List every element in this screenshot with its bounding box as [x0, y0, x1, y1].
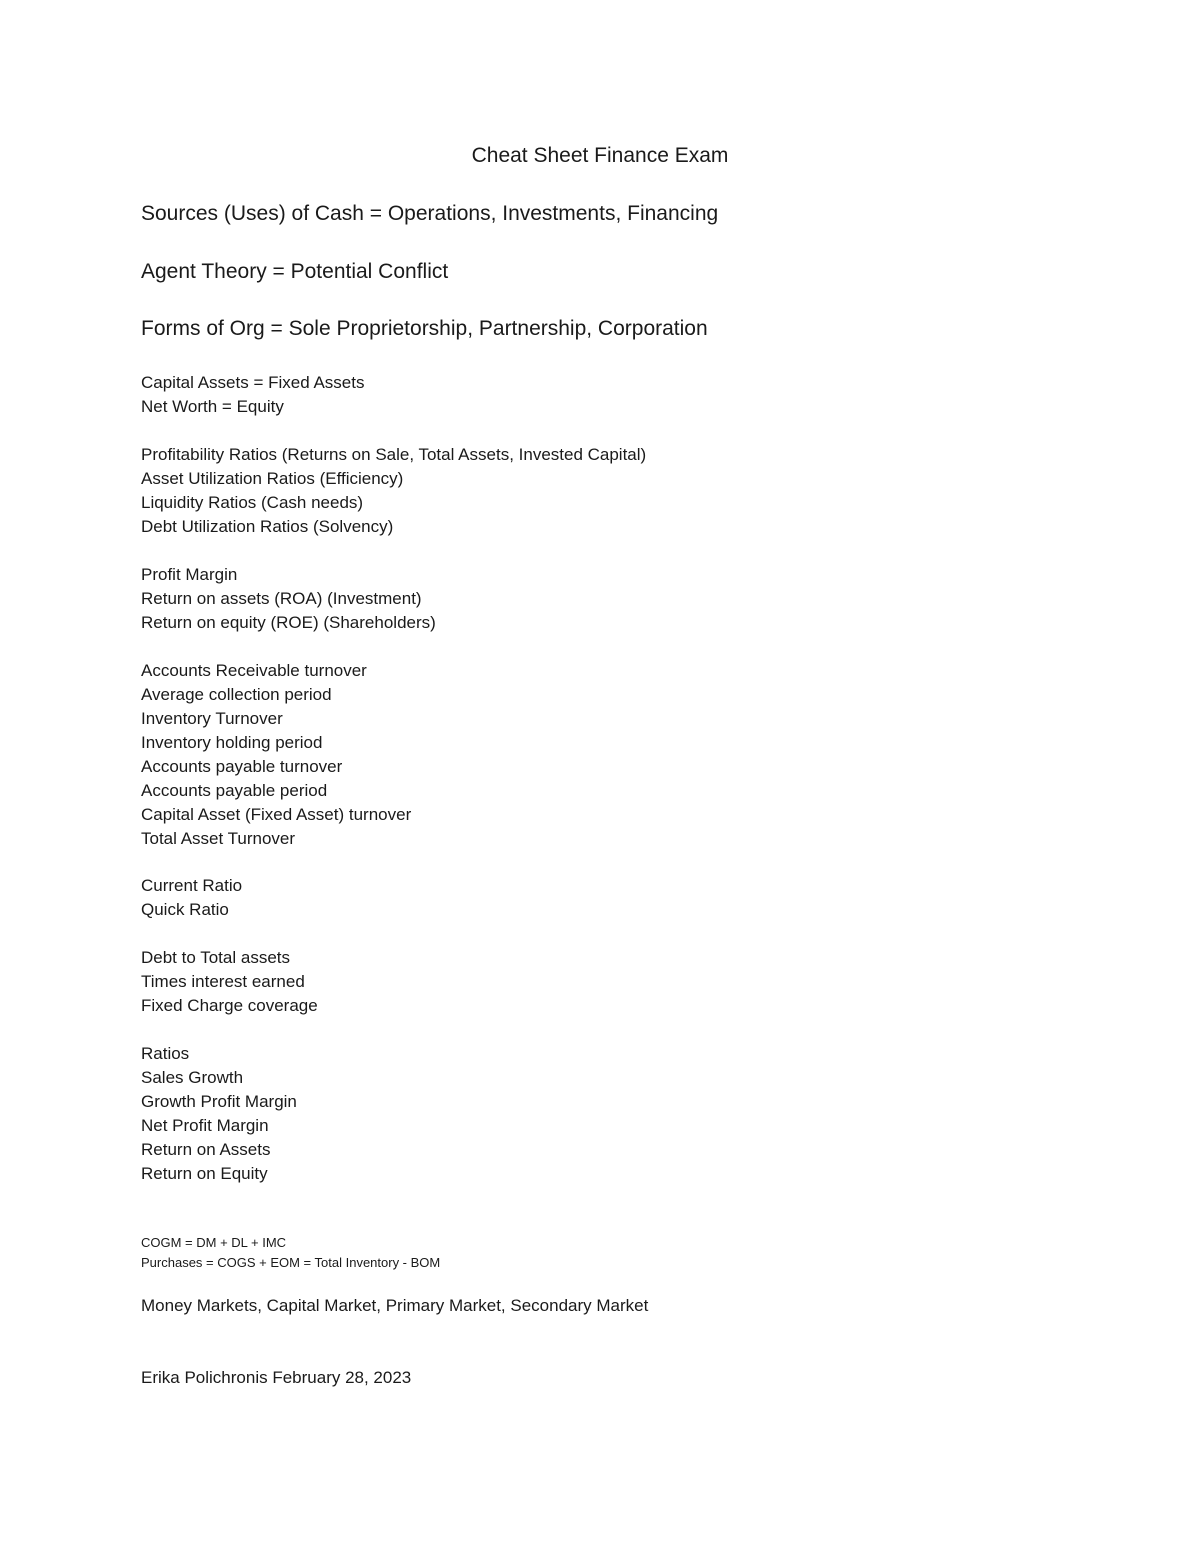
text-line: Accounts payable period	[141, 781, 328, 800]
text-line: Asset Utilization Ratios (Efficiency)	[141, 469, 404, 488]
markets-line: Money Markets, Capital Market, Primary Market, Secondary Market	[141, 1296, 649, 1315]
formula-line: Purchases = COGS + EOM = Total Inventory - BOM	[141, 1254, 441, 1270]
text-line: Liquidity Ratios (Cash needs)	[141, 493, 364, 512]
asset-utilization-block	[141, 659, 411, 851]
text-line: Net Worth = Equity	[141, 397, 284, 416]
text-line: Accounts payable turnover	[141, 757, 343, 776]
text-line: Inventory Turnover	[141, 709, 283, 728]
text-line: Growth Profit Margin	[141, 1092, 297, 1111]
heading-sources-of-cash: Sources (Uses) of Cash = Operations, Investments, Financing	[141, 202, 719, 225]
text-line: Inventory holding period	[141, 733, 323, 752]
ratios-list-block	[141, 1042, 297, 1186]
heading-forms-of-org: Forms of Org = Sole Proprietorship, Partnership, Corporation	[141, 317, 708, 340]
text-line: Ratios	[141, 1044, 190, 1063]
ratio-categories-block	[141, 443, 646, 539]
text-line: Return on assets (ROA) (Investment)	[141, 589, 422, 608]
definitions-block	[141, 371, 364, 419]
text-line: Current Ratio	[141, 876, 243, 895]
text-line: Capital Asset (Fixed Asset) turnover	[141, 805, 412, 824]
text-line: Profitability Ratios (Returns on Sale, Total Assets, Invested Capital)	[141, 445, 647, 464]
text-line: Fixed Charge coverage	[141, 996, 318, 1015]
text-line: Debt Utilization Ratios (Solvency)	[141, 517, 394, 536]
text-line: Times interest earned	[141, 972, 305, 991]
profitability-block	[141, 563, 436, 635]
text-line: Profit Margin	[141, 565, 238, 584]
text-line: Capital Assets = Fixed Assets	[141, 373, 365, 392]
text-line: Return on Assets	[141, 1140, 271, 1159]
text-line: Sales Growth	[141, 1068, 244, 1087]
formulas-block	[141, 1233, 440, 1272]
liquidity-block	[141, 874, 242, 922]
text-line: Average collection period	[141, 685, 332, 704]
text-line: Net Profit Margin	[141, 1116, 269, 1135]
text-line: Quick Ratio	[141, 900, 229, 919]
debt-utilization-block	[141, 946, 318, 1018]
formula-line: COGM = DM + DL + IMC	[141, 1235, 287, 1250]
heading-agent-theory: Agent Theory = Potential Conflict	[141, 260, 449, 283]
text-line: Return on Equity	[141, 1164, 268, 1183]
page-title: Cheat Sheet Finance Exam	[471, 144, 729, 167]
text-line: Debt to Total assets	[141, 948, 290, 967]
signature-line: Erika Polichronis February 28, 2023	[141, 1368, 412, 1387]
text-line: Total Asset Turnover	[141, 829, 296, 848]
text-line: Return on equity (ROE) (Shareholders)	[141, 613, 436, 632]
text-line: Accounts Receivable turnover	[141, 661, 367, 680]
